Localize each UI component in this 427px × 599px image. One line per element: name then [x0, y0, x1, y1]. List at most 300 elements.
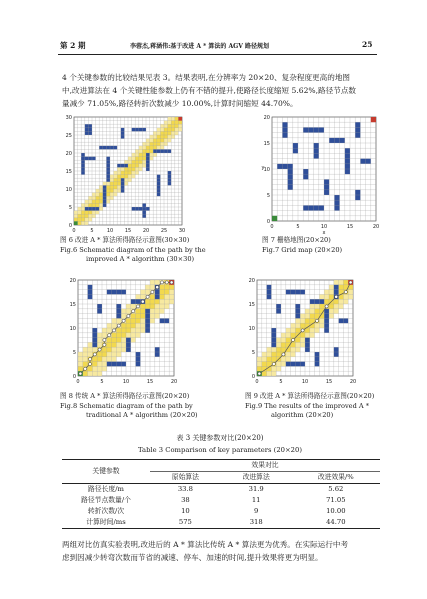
issue-number: 第 2 期	[60, 41, 86, 50]
explored-cell	[315, 328, 320, 333]
explored-cell	[160, 299, 165, 304]
table-cell: 5.62	[328, 485, 344, 493]
explored-cell	[107, 323, 112, 328]
path-cell	[171, 128, 175, 132]
explored-cell	[99, 189, 103, 193]
path-cell	[160, 131, 164, 135]
path-cell	[128, 171, 132, 175]
explored-cell	[286, 357, 291, 362]
path-cell	[110, 189, 114, 193]
explored-cell	[281, 338, 286, 343]
path-cell	[168, 128, 172, 132]
explored-cell	[171, 135, 175, 139]
x-tick-label: 20	[170, 379, 178, 385]
explored-cell	[78, 352, 83, 357]
explored-cell	[78, 362, 83, 367]
explored-cell	[334, 280, 339, 285]
explored-cell	[142, 160, 146, 164]
explored-cell	[150, 135, 154, 139]
explored-cell	[116, 318, 121, 323]
path-cell	[146, 149, 150, 153]
path-cell	[121, 175, 125, 179]
obstacle-block	[117, 164, 128, 168]
explored-cell	[128, 157, 132, 161]
explored-cell	[150, 139, 154, 143]
path-cell	[132, 160, 136, 164]
explored-cell	[150, 157, 154, 161]
path-cell	[164, 285, 169, 290]
explored-cell	[310, 304, 315, 309]
table-row	[62, 517, 380, 529]
explored-cell	[78, 357, 83, 362]
path-cell	[164, 128, 168, 132]
figure-6-caption-en2: improved A * algorithm (30×30)	[86, 255, 195, 263]
explored-cell	[97, 366, 102, 371]
x-tick-label: 5	[90, 228, 94, 234]
explored-cell	[153, 131, 157, 135]
path-node	[84, 367, 87, 370]
explored-cell	[171, 131, 175, 135]
explored-cell	[74, 211, 78, 215]
obstacle-block	[295, 304, 300, 318]
path-cell	[169, 285, 174, 290]
explored-cell	[81, 221, 85, 225]
explored-cell	[102, 357, 107, 362]
path-cell	[131, 318, 136, 323]
path-cell	[139, 160, 143, 164]
y-tick-label: 5	[68, 204, 72, 211]
path-node	[349, 281, 352, 284]
path-cell	[135, 160, 139, 164]
table-header-col: 改进效果/%	[292, 472, 380, 484]
table-header-col: 原始算法	[150, 472, 221, 484]
path-cell	[102, 347, 107, 352]
path-cell	[276, 352, 281, 357]
path-cell	[99, 200, 103, 204]
path-node	[117, 324, 120, 327]
explored-cell	[276, 338, 281, 343]
obstacle-block	[277, 164, 293, 169]
explored-cell	[291, 323, 296, 328]
path-cell	[117, 175, 121, 179]
table-cell: 转折次数/次	[87, 507, 125, 515]
explored-cell	[116, 352, 121, 357]
x-tick-label: 10	[106, 228, 114, 234]
y-tick-label: 5	[266, 192, 270, 199]
path-cell	[168, 131, 172, 135]
explored-cell	[146, 142, 150, 146]
path-node	[151, 290, 154, 293]
closing-line: 两组对比仿真实验表明,改进后的 A * 算法比传统 A * 算法更为优秀。在实际运行中考	[62, 540, 349, 549]
explored-cell	[267, 352, 272, 357]
path-cell	[78, 221, 82, 225]
x-tick-label: 15	[146, 379, 154, 385]
path-cell	[178, 121, 182, 125]
explored-cell	[315, 304, 320, 309]
explored-cell	[276, 342, 281, 347]
figure-8-caption-en2: traditional A * algorithm (20×20)	[86, 411, 198, 419]
obstacle-block	[116, 304, 121, 318]
path-node	[112, 329, 115, 332]
explored-cell	[315, 323, 320, 328]
path-node	[282, 353, 285, 356]
path-cell	[171, 124, 175, 128]
explored-cell	[160, 146, 164, 150]
explored-cell	[262, 357, 267, 362]
path-cell	[102, 352, 107, 357]
path-cell	[112, 338, 117, 343]
path-cell	[276, 347, 281, 352]
explored-cell	[88, 371, 93, 376]
explored-cell	[310, 309, 315, 314]
explored-cell	[85, 221, 89, 225]
figure-6-caption	[60, 236, 225, 265]
intro-line: 4 个关键参数的比较结果见表 3。结果表明,在分辨率为 20×20、复杂程度更高的地图	[62, 73, 351, 82]
explored-cell	[132, 175, 136, 179]
explored-cell	[114, 171, 118, 175]
path-cell	[157, 139, 161, 143]
explored-cell	[107, 352, 112, 357]
explored-cell	[145, 290, 150, 295]
explored-cell	[257, 357, 262, 362]
path-cell	[164, 131, 168, 135]
path-cell	[305, 318, 310, 323]
explored-cell	[140, 290, 145, 295]
path-cell	[92, 203, 96, 207]
table-cell: 33.8	[177, 485, 193, 493]
path-cell	[136, 318, 141, 323]
explored-cell	[169, 294, 174, 299]
y-tick-label: 5	[251, 349, 255, 356]
path-node	[132, 310, 135, 313]
path-node	[170, 281, 173, 284]
explored-cell	[168, 117, 172, 121]
explored-cell	[102, 333, 107, 338]
table-cell: 11	[251, 496, 261, 504]
path-node	[79, 372, 82, 375]
path-cell	[135, 157, 139, 161]
path-node	[88, 362, 91, 365]
explored-cell	[106, 196, 110, 200]
explored-cell	[291, 352, 296, 357]
explored-cell	[140, 294, 145, 299]
explored-cell	[85, 218, 89, 222]
explored-cell	[88, 342, 93, 347]
explored-cell	[81, 207, 85, 211]
explored-cell	[160, 142, 164, 146]
path-node	[315, 319, 318, 322]
path-cell	[114, 182, 118, 186]
explored-cell	[124, 178, 128, 182]
path-node	[165, 281, 168, 284]
explored-cell	[343, 299, 348, 304]
path-cell	[112, 342, 117, 347]
explored-cell	[107, 328, 112, 333]
path-cell	[88, 366, 93, 371]
path-cell	[99, 193, 103, 197]
path-cell	[164, 290, 169, 295]
path-cell	[128, 167, 132, 171]
table-row	[62, 495, 380, 506]
explored-cell	[117, 171, 121, 175]
explored-cell	[121, 167, 125, 171]
explored-cell	[83, 357, 88, 362]
explored-cell	[291, 347, 296, 352]
explored-cell	[150, 309, 155, 314]
start-cell	[74, 221, 78, 225]
explored-cell	[329, 290, 334, 295]
explored-cell	[157, 128, 161, 132]
path-cell	[96, 203, 100, 207]
explored-cell	[112, 357, 117, 362]
y-tick-label: 0	[68, 222, 72, 229]
explored-cell	[334, 309, 339, 314]
explored-cell	[153, 135, 157, 139]
path-node	[136, 305, 139, 308]
path-node	[98, 348, 101, 351]
explored-cell	[88, 352, 93, 357]
explored-cell	[116, 342, 121, 347]
key-parameters-table	[62, 459, 380, 529]
explored-cell	[295, 347, 300, 352]
explored-cell	[155, 304, 160, 309]
obstacle-block	[145, 309, 150, 333]
intro-line: 中,改进算法在 4 个关键性能参数上仍有不错的提升,使路径长度缩短 5.62%,路径节点数	[62, 86, 357, 95]
explored-cell	[92, 366, 97, 371]
x-tick-label: 5	[100, 379, 104, 385]
explored-cell	[271, 366, 276, 371]
explored-cell	[102, 366, 107, 371]
obstacle-block	[314, 143, 319, 159]
path-cell	[132, 164, 136, 168]
figure-9-caption-en2: algorithm (20×20)	[271, 411, 334, 419]
explored-cell	[112, 347, 117, 352]
path-cell	[128, 164, 132, 168]
explored-cell	[131, 333, 136, 338]
explored-cell	[140, 318, 145, 323]
explored-cell	[286, 328, 291, 333]
path-cell	[126, 318, 131, 323]
path-cell	[78, 214, 82, 218]
path-cell	[106, 189, 110, 193]
explored-cell	[135, 167, 139, 171]
path-cell	[291, 333, 296, 338]
explored-cell	[286, 333, 291, 338]
path-cell	[124, 175, 128, 179]
explored-cell	[136, 328, 141, 333]
explored-cell	[300, 342, 305, 347]
path-cell	[96, 200, 100, 204]
intro-line: 量减少 71.05%,路径转折次数减少 10.00%,计算时间缩短 44.70%。	[62, 99, 298, 108]
explored-cell	[96, 193, 100, 197]
explored-cell	[348, 290, 353, 295]
path-cell	[145, 304, 150, 309]
explored-cell	[168, 135, 172, 139]
x-tick-label: 30	[178, 228, 186, 234]
figure-8-plot	[60, 278, 210, 390]
table-row	[62, 484, 380, 496]
path-cell	[121, 328, 126, 333]
path-cell	[97, 352, 102, 357]
explored-cell	[126, 309, 131, 314]
explored-cell	[92, 214, 96, 218]
x-tick-label: 0	[255, 379, 259, 385]
obstacle-block	[334, 195, 339, 211]
explored-cell	[276, 362, 281, 367]
y-tick-label: 15	[65, 168, 72, 175]
path-cell	[150, 142, 154, 146]
path-cell	[99, 196, 103, 200]
path-cell	[74, 218, 78, 222]
path-cell	[164, 135, 168, 139]
x-tick-label: 15	[124, 228, 132, 234]
explored-cell	[78, 207, 82, 211]
path-cell	[92, 357, 97, 362]
explored-cell	[164, 299, 169, 304]
explored-cell	[150, 280, 155, 285]
path-cell	[286, 338, 291, 343]
explored-cell	[97, 362, 102, 367]
intro-paragraph	[62, 71, 382, 110]
table-header-param: 关键参数	[62, 460, 150, 484]
path-cell	[171, 121, 175, 125]
goal-cell	[178, 117, 182, 121]
path-cell	[145, 299, 150, 304]
explored-cell	[160, 128, 164, 132]
figure-8-caption-en: Fig.8 Schematic diagram of the path by	[60, 401, 193, 410]
explored-cell	[168, 121, 172, 125]
explored-cell	[132, 157, 136, 161]
explored-cell	[286, 352, 291, 357]
figure-7-caption-cn: 图 7 栅格地图(20×20)	[262, 236, 331, 244]
explored-cell	[155, 309, 160, 314]
explored-cell	[140, 323, 145, 328]
explored-cell	[117, 189, 121, 193]
path-node	[335, 295, 338, 298]
path-cell	[153, 146, 157, 150]
obstacle-block	[315, 352, 320, 366]
explored-cell	[135, 153, 139, 157]
explored-cell	[310, 333, 315, 338]
explored-cell	[117, 167, 121, 171]
explored-cell	[92, 347, 97, 352]
obstacle-block	[99, 146, 117, 150]
path-cell	[139, 153, 143, 157]
path-cell	[150, 149, 154, 153]
explored-cell	[164, 142, 168, 146]
explored-cell	[319, 318, 324, 323]
explored-cell	[128, 178, 132, 182]
path-cell	[150, 294, 155, 299]
path-cell	[81, 211, 85, 215]
obstacle-block	[88, 285, 93, 299]
explored-cell	[169, 290, 174, 295]
path-cell	[140, 314, 145, 319]
table-title-cn: 表 3 关键参数对比(20×20)	[176, 434, 264, 442]
explored-cell	[112, 318, 117, 323]
table-cell: 44.70	[292, 517, 380, 529]
x-tick-label: 15	[325, 379, 333, 385]
x-tick-label: 25	[160, 228, 168, 234]
explored-cell	[102, 328, 107, 333]
path-cell	[114, 185, 118, 189]
path-cell	[88, 211, 92, 215]
path-cell	[139, 157, 143, 161]
figure-6-plot	[60, 113, 210, 233]
path-cell	[295, 338, 300, 343]
explored-cell	[92, 196, 96, 200]
path-cell	[271, 352, 276, 357]
path-cell	[131, 323, 136, 328]
explored-cell	[135, 171, 139, 175]
explored-cell	[97, 333, 102, 338]
table-cell: 9	[254, 507, 259, 515]
path-cell	[140, 309, 145, 314]
explored-cell	[106, 182, 110, 186]
obstacle-block	[121, 128, 125, 139]
path-cell	[155, 299, 160, 304]
path-cell	[160, 285, 165, 290]
figure-7-caption-en: Fig.7 Grid map (20×20)	[262, 245, 343, 254]
explored-cell	[155, 280, 160, 285]
explored-cell	[157, 131, 161, 135]
explored-cell	[300, 318, 305, 323]
path-cell	[146, 146, 150, 150]
figure-9-plot	[245, 278, 375, 390]
path-node	[146, 295, 149, 298]
path-cell	[300, 323, 305, 328]
path-node	[122, 319, 125, 322]
table-cell: 38	[181, 496, 190, 504]
path-cell	[324, 299, 329, 304]
closing-paragraph	[62, 538, 382, 564]
path-node	[272, 362, 275, 365]
page-number: 25	[362, 40, 373, 49]
header-rule	[58, 54, 377, 55]
explored-cell	[136, 294, 141, 299]
path-cell	[107, 338, 112, 343]
path-cell	[150, 146, 154, 150]
path-cell	[271, 357, 276, 362]
explored-cell	[146, 139, 150, 143]
explored-cell	[117, 185, 121, 189]
y-tick-label: 10	[69, 325, 76, 332]
y-tick-label: 15	[69, 301, 76, 308]
explored-cell	[281, 357, 286, 362]
explored-cell	[99, 207, 103, 211]
path-cell	[126, 323, 131, 328]
obstacle-block	[126, 338, 131, 352]
path-cell	[329, 294, 334, 299]
path-cell	[142, 153, 146, 157]
explored-cell	[155, 314, 160, 319]
explored-cell	[139, 149, 143, 153]
path-cell	[175, 117, 179, 121]
figure-7-plot	[258, 113, 380, 236]
x-tick-label: 20	[372, 224, 380, 230]
explored-cell	[178, 128, 182, 132]
y-tick-label: 10	[248, 325, 255, 332]
explored-cell	[175, 128, 179, 132]
path-cell	[295, 328, 300, 333]
path-cell	[175, 124, 179, 128]
explored-cell	[164, 121, 168, 125]
explored-cell	[305, 309, 310, 314]
explored-cell	[295, 342, 300, 347]
explored-cell	[88, 218, 92, 222]
explored-cell	[126, 333, 131, 338]
explored-cell	[136, 333, 141, 338]
